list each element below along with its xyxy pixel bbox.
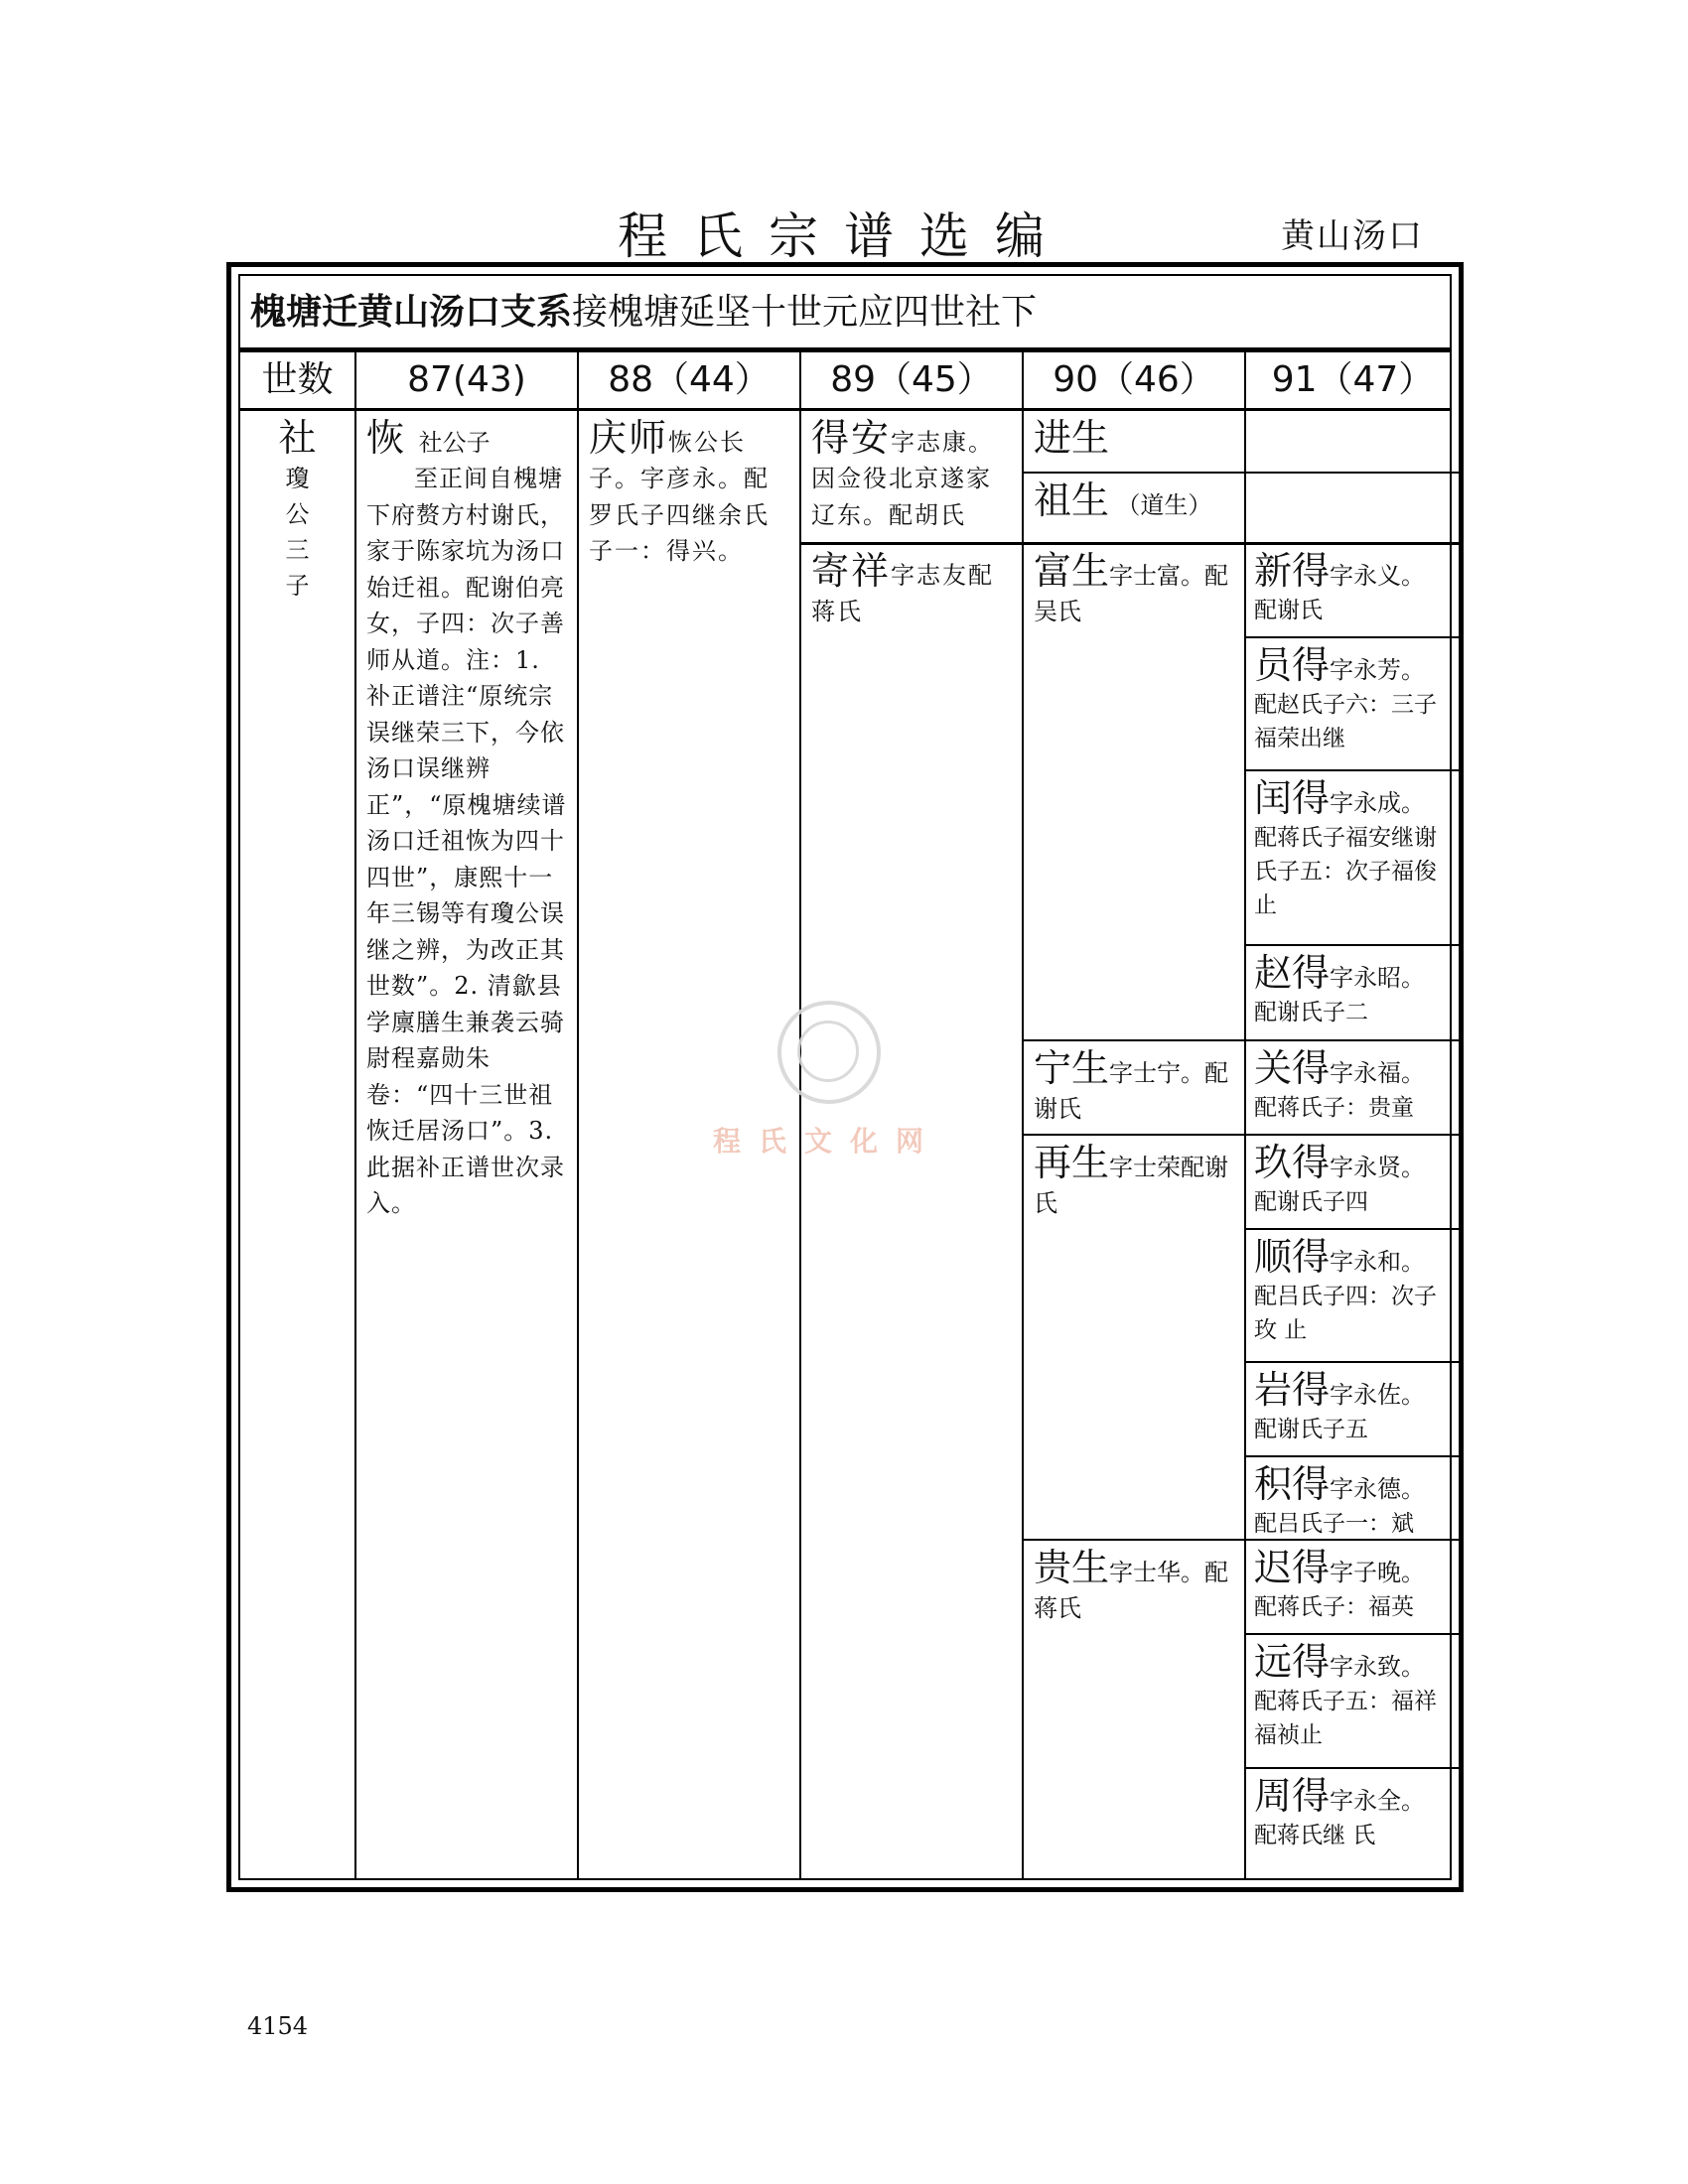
entry-gen89 <box>801 411 1022 537</box>
person-style-name: 字永致。 <box>1330 1653 1426 1681</box>
seal-ring-icon <box>797 1021 859 1082</box>
person-name: 赵得 <box>1254 951 1331 995</box>
person-name: 庆师 <box>589 416 669 460</box>
person-style-name: 字永成。 <box>1330 789 1426 817</box>
person-name: 再生 <box>1034 1141 1110 1184</box>
entry-gen91 <box>1246 1363 1460 1450</box>
entry-gen90 <box>1024 1541 1244 1630</box>
person-detail: 配谢氏子五 <box>1254 1417 1368 1442</box>
gen-header-label: 世数 <box>261 359 334 400</box>
entry-gen91 <box>1246 1230 1460 1351</box>
person-name: 进生 <box>1034 416 1110 460</box>
person-detail: 配蒋氏子：福英 <box>1254 1594 1414 1620</box>
person-detail: 配吕氏子四：次子玫 止 <box>1254 1284 1437 1343</box>
person-detail: 配蒋氏继 氏 <box>1254 1823 1376 1848</box>
generation-header-row <box>240 352 1450 411</box>
gen-header-90: 90（46） <box>1022 352 1244 408</box>
person-name: 玖得 <box>1254 1141 1331 1184</box>
person-name: 顺得 <box>1254 1235 1331 1279</box>
entry-gen91 <box>1246 544 1460 631</box>
person-name: 迟得 <box>1254 1546 1331 1589</box>
person-style-name: 字永佐。 <box>1330 1381 1426 1409</box>
person-style-name: 字永芳。 <box>1330 656 1426 684</box>
branch-name: 槐塘迁黄山汤口支系 <box>250 291 573 333</box>
person-detail: 配吕氏子一：斌 <box>1254 1511 1414 1537</box>
ancestor-detail: 瓊公三子 <box>285 465 310 600</box>
page-title: 程氏宗谱选编 <box>618 207 1070 265</box>
person-detail: 配蒋氏子五：福祥福祯止 <box>1254 1689 1437 1748</box>
person-detail: 配谢氏子四 <box>1254 1189 1368 1215</box>
person-style-name: 字永贤。 <box>1330 1154 1426 1181</box>
entry-gen91 <box>1246 771 1460 926</box>
entry-gen91 <box>1246 1769 1460 1856</box>
region-label: 黄山汤口 <box>1281 216 1424 256</box>
branch-header <box>240 276 1450 352</box>
person-detail: 字士华。配蒋氏 <box>1034 1559 1229 1622</box>
person-name: 闰得 <box>1254 776 1331 820</box>
column-divider <box>577 411 579 1878</box>
watermark-seal-icon <box>777 1001 881 1104</box>
person-name: 富生 <box>1034 549 1110 593</box>
person-name: 宁生 <box>1034 1046 1110 1090</box>
person-detail: 恢公长子。字彦永。配罗氏子四继余氏子一：得兴。 <box>589 428 770 565</box>
person-name: 得安 <box>811 416 892 460</box>
person-detail: 配蒋氏子：贵童 <box>1254 1095 1414 1121</box>
person-detail: 配蒋氏子福安继谢氏子五：次子福俊止 <box>1254 825 1437 918</box>
entry-gen88 <box>579 411 799 574</box>
person-style-name: 字永义。 <box>1330 562 1426 590</box>
migration-note: 至正间自槐塘下府赘方村谢氏，家于陈家坑为汤口始迁祖。配谢伯亮女，子四：次子善师从道。注：1. 补正谱注“原统宗误继荣三下，今依汤口误继辨正”，“原槐塘续谱汤口迁祖恢为四十四世”，康熙十一年三锡等有瓊公误继之辨，为改正其世数”。2. 清歙县学廪膳生兼袭云骑尉程嘉勋朱卷：“四十三世祖恢迁居汤口”。3. 此据补正谱世次录入。 <box>366 465 567 1217</box>
person-name: 关得 <box>1254 1046 1331 1090</box>
person-detail: 配赵氏子六：三子福荣出继 <box>1254 692 1437 751</box>
entry-gen90 <box>1024 411 1244 465</box>
entry-gen91 <box>1246 1457 1460 1545</box>
entry-gen90 <box>1024 1136 1244 1225</box>
entry-gen91 <box>1246 1136 1460 1223</box>
person-detail: 字志康。因佥役北京遂家辽东。配胡氏 <box>811 428 995 529</box>
gen-header-89: 89（45） <box>799 352 1022 408</box>
person-style-name: 字永德。 <box>1330 1475 1426 1503</box>
person-style-name: 字永全。 <box>1330 1787 1426 1815</box>
person-name: 寄祥 <box>811 549 892 593</box>
person-style-name: 字永昭。 <box>1330 964 1426 992</box>
ancestor-name: 社 <box>278 416 317 460</box>
person-detail: 字志友配蒋氏 <box>811 561 995 625</box>
entry-gen91 <box>1246 638 1460 759</box>
entry-gen90 <box>1024 474 1244 527</box>
person-name: 祖生 <box>1034 478 1110 522</box>
gen-header-91: 91（47） <box>1244 352 1460 408</box>
gen-header-88: 88（44） <box>577 352 799 408</box>
person-style-name: 字永福。 <box>1330 1059 1426 1087</box>
entry-gen91 <box>1246 946 1460 1033</box>
person-name: 恢 <box>366 416 405 460</box>
person-detail: （道生） <box>1116 491 1212 519</box>
watermark-text: 程氏文化网 <box>713 1125 942 1158</box>
gen-header-87: 87(43) <box>354 352 577 408</box>
person-style-name: 字永和。 <box>1330 1248 1426 1276</box>
person-detail: 配谢氏子二 <box>1254 1000 1368 1025</box>
person-detail: 社公子 <box>418 429 491 457</box>
person-detail: 字士宁。配谢氏 <box>1034 1059 1229 1123</box>
person-name: 员得 <box>1254 643 1331 687</box>
person-name: 周得 <box>1254 1774 1331 1818</box>
person-name: 贵生 <box>1034 1546 1110 1589</box>
ancestor-entry <box>240 411 354 608</box>
entry-gen90 <box>1024 1041 1244 1131</box>
entry-gen91 <box>1246 1541 1460 1628</box>
person-style-name: 字子晚。 <box>1330 1559 1426 1586</box>
person-detail: 配谢氏 <box>1254 598 1323 623</box>
entry-gen91 <box>1246 1635 1460 1756</box>
branch-lineage: 接槐塘延坚十世元应四世社下 <box>572 292 1038 333</box>
person-detail: 字士荣配谢氏 <box>1034 1154 1229 1217</box>
entry-gen87 <box>356 411 577 1226</box>
page-number: 4154 <box>247 2012 309 2040</box>
entry-gen91 <box>1246 1041 1460 1129</box>
person-name: 新得 <box>1254 549 1331 593</box>
person-name: 积得 <box>1254 1462 1331 1506</box>
entry-gen89 <box>801 544 1022 634</box>
person-name: 岩得 <box>1254 1368 1331 1412</box>
person-detail: 字士富。配吴氏 <box>1034 562 1229 625</box>
person-name: 远得 <box>1254 1640 1331 1684</box>
entry-gen90 <box>1024 544 1244 633</box>
